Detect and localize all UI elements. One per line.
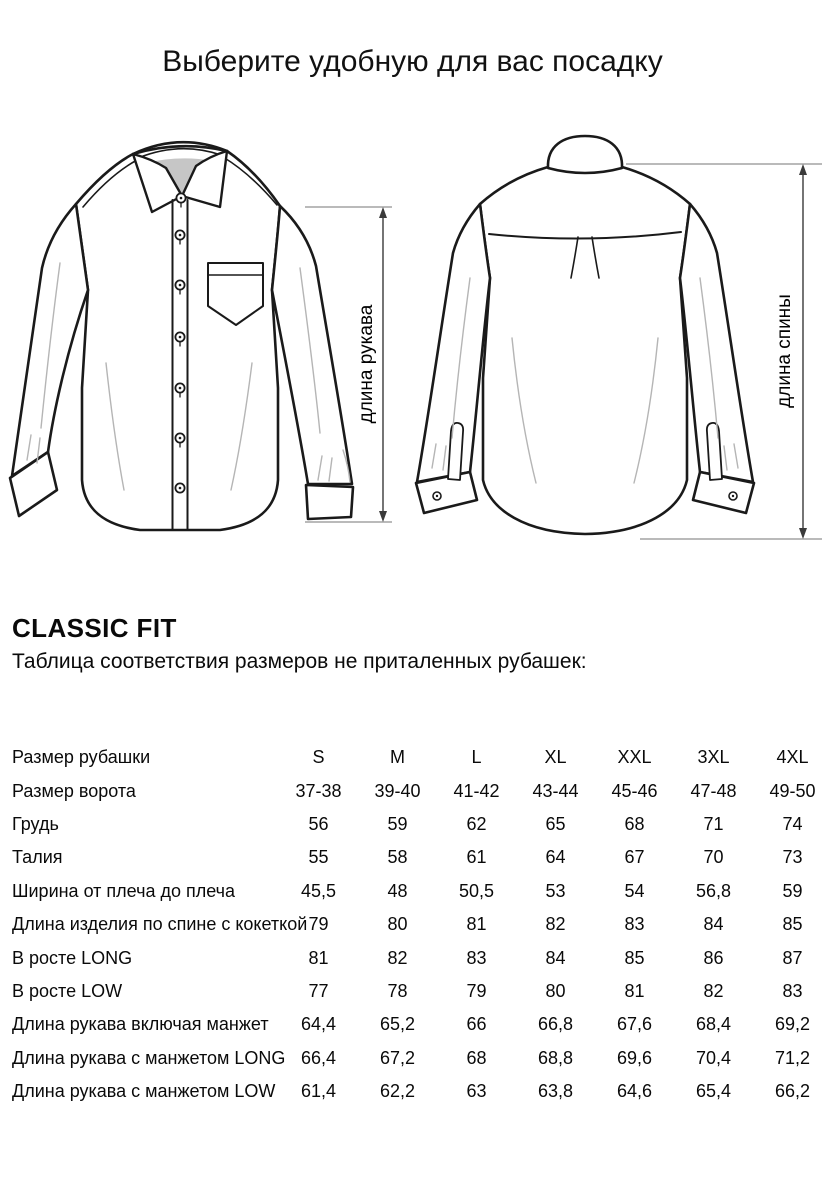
table-cell: 65,4 (695, 1081, 732, 1102)
size-column-header: M (390, 747, 405, 768)
table-row (0, 908, 825, 941)
table-cell: 53 (545, 880, 566, 901)
table-cell: 55 (308, 847, 329, 868)
table-cell: 63,8 (537, 1081, 574, 1102)
size-column-header: XXL (617, 747, 652, 768)
table-cell: 74 (782, 813, 803, 834)
table-cell: 37-38 (295, 780, 342, 801)
table-cell: 65,2 (379, 1014, 416, 1035)
table-cell: 61 (466, 847, 487, 868)
size-table (0, 741, 825, 1108)
table-cell: 49-50 (769, 780, 816, 801)
table-cell: 83 (466, 947, 487, 968)
back-left-sleeve-placket (448, 423, 463, 480)
table-cell: 80 (387, 914, 408, 935)
table-cell: 45,5 (300, 880, 337, 901)
row-label: Длина изделия по спине с кокеткой (12, 914, 308, 935)
table-cell: 67,2 (379, 1047, 416, 1068)
table-header-row (0, 741, 825, 774)
table-cell: 83 (782, 980, 803, 1001)
table-cell: 58 (387, 847, 408, 868)
front-right-cuff (306, 485, 353, 519)
table-cell: 71,2 (774, 1047, 811, 1068)
back-left-cuff-button-dot (436, 495, 438, 497)
page-title: Выберите удобную для вас посадку (162, 45, 663, 78)
table-cell: 62 (466, 813, 487, 834)
table-cell: 66,2 (774, 1081, 811, 1102)
back-right-cuff-button-dot (732, 495, 734, 497)
table-cell: 66,4 (300, 1047, 337, 1068)
table-row (0, 1075, 825, 1108)
size-column-header: XL (544, 747, 567, 768)
table-cell: 83 (624, 914, 645, 935)
table-row (0, 1008, 825, 1041)
table-cell: 64,4 (300, 1014, 337, 1035)
table-cell: 66 (466, 1014, 487, 1035)
table-row (0, 975, 825, 1008)
table-cell: 68,8 (537, 1047, 574, 1068)
table-cell: 50,5 (458, 880, 495, 901)
table-row (0, 875, 825, 908)
table-cell: 78 (387, 980, 408, 1001)
shirt-diagram-canvas (0, 128, 825, 583)
table-row (0, 841, 825, 874)
shirt-diagrams (0, 128, 825, 583)
table-cell: 69,6 (616, 1047, 653, 1068)
row-label: В росте LONG (12, 947, 133, 968)
table-cell: 65 (545, 813, 566, 834)
table-cell: 73 (782, 847, 803, 868)
table-cell: 68,4 (695, 1014, 732, 1035)
sleeve-length-label: длина рукава (356, 304, 377, 424)
table-row (0, 941, 825, 974)
table-cell: 47-48 (690, 780, 737, 801)
row-label: Размер ворота (12, 780, 136, 801)
table-cell: 68 (466, 1047, 487, 1068)
table-cell: 82 (387, 947, 408, 968)
table-cell: 41-42 (453, 780, 500, 801)
table-cell: 48 (387, 880, 408, 901)
table-cell: 66,8 (537, 1014, 574, 1035)
table-row (0, 1042, 825, 1075)
table-cell: 87 (782, 947, 803, 968)
row-label: Длина рукава с манжетом LOW (12, 1081, 276, 1102)
table-cell: 62,2 (379, 1081, 416, 1102)
table-cell: 59 (782, 880, 803, 901)
table-subtitle: Таблица соответствия размеров не приталенных рубашек: (12, 650, 587, 673)
table-cell: 79 (308, 914, 329, 935)
table-header-label: Размер рубашки (12, 747, 151, 768)
table-cell: 64 (545, 847, 566, 868)
table-cell: 64,6 (616, 1081, 653, 1102)
table-cell: 56 (308, 813, 329, 834)
size-column-header: S (312, 747, 325, 768)
table-cell: 39-40 (374, 780, 421, 801)
back-collar (548, 136, 622, 173)
table-cell: 80 (545, 980, 566, 1001)
table-cell: 68 (624, 813, 645, 834)
table-cell: 82 (703, 980, 724, 1001)
back-right-sleeve-placket (707, 423, 722, 480)
table-cell: 63 (466, 1081, 487, 1102)
shirt-back-drawing (416, 136, 754, 534)
table-cell: 85 (782, 914, 803, 935)
row-label: Длина рукава включая манжет (12, 1014, 269, 1035)
table-cell: 81 (308, 947, 329, 968)
front-right-sleeve (272, 206, 352, 484)
row-label: Талия (12, 847, 63, 868)
table-cell: 45-46 (611, 780, 658, 801)
row-label: Длина рукава с манжетом LONG (12, 1047, 286, 1068)
row-label: В росте LOW (12, 980, 123, 1001)
row-label: Грудь (12, 813, 59, 834)
table-cell: 71 (703, 813, 724, 834)
table-cell: 85 (624, 947, 645, 968)
table-cell: 43-44 (532, 780, 579, 801)
table-cell: 59 (387, 813, 408, 834)
table-cell: 77 (308, 980, 329, 1001)
table-cell: 79 (466, 980, 487, 1001)
table-cell: 86 (703, 947, 724, 968)
table-cell: 84 (703, 914, 724, 935)
table-cell: 70 (703, 847, 724, 868)
table-cell: 82 (545, 914, 566, 935)
size-column-header: 3XL (697, 747, 730, 768)
table-cell: 67 (624, 847, 645, 868)
row-label: Ширина от плеча до плеча (12, 880, 236, 901)
table-row (0, 808, 825, 841)
shirt-front-drawing (10, 142, 353, 530)
table-cell: 61,4 (300, 1081, 337, 1102)
table-cell: 84 (545, 947, 566, 968)
back-body (480, 164, 690, 535)
table-cell: 70,4 (695, 1047, 732, 1068)
table-cell: 81 (624, 980, 645, 1001)
fit-heading: CLASSIC FIT (12, 613, 177, 643)
table-cell: 56,8 (695, 880, 732, 901)
size-column-header: L (471, 747, 482, 768)
table-cell: 69,2 (774, 1014, 811, 1035)
back-length-label: длина спины (774, 294, 795, 408)
table-cell: 81 (466, 914, 487, 935)
table-cell: 67,6 (616, 1014, 653, 1035)
table-row (0, 774, 825, 807)
table-cell: 54 (624, 880, 645, 901)
size-column-header: 4XL (776, 747, 809, 768)
